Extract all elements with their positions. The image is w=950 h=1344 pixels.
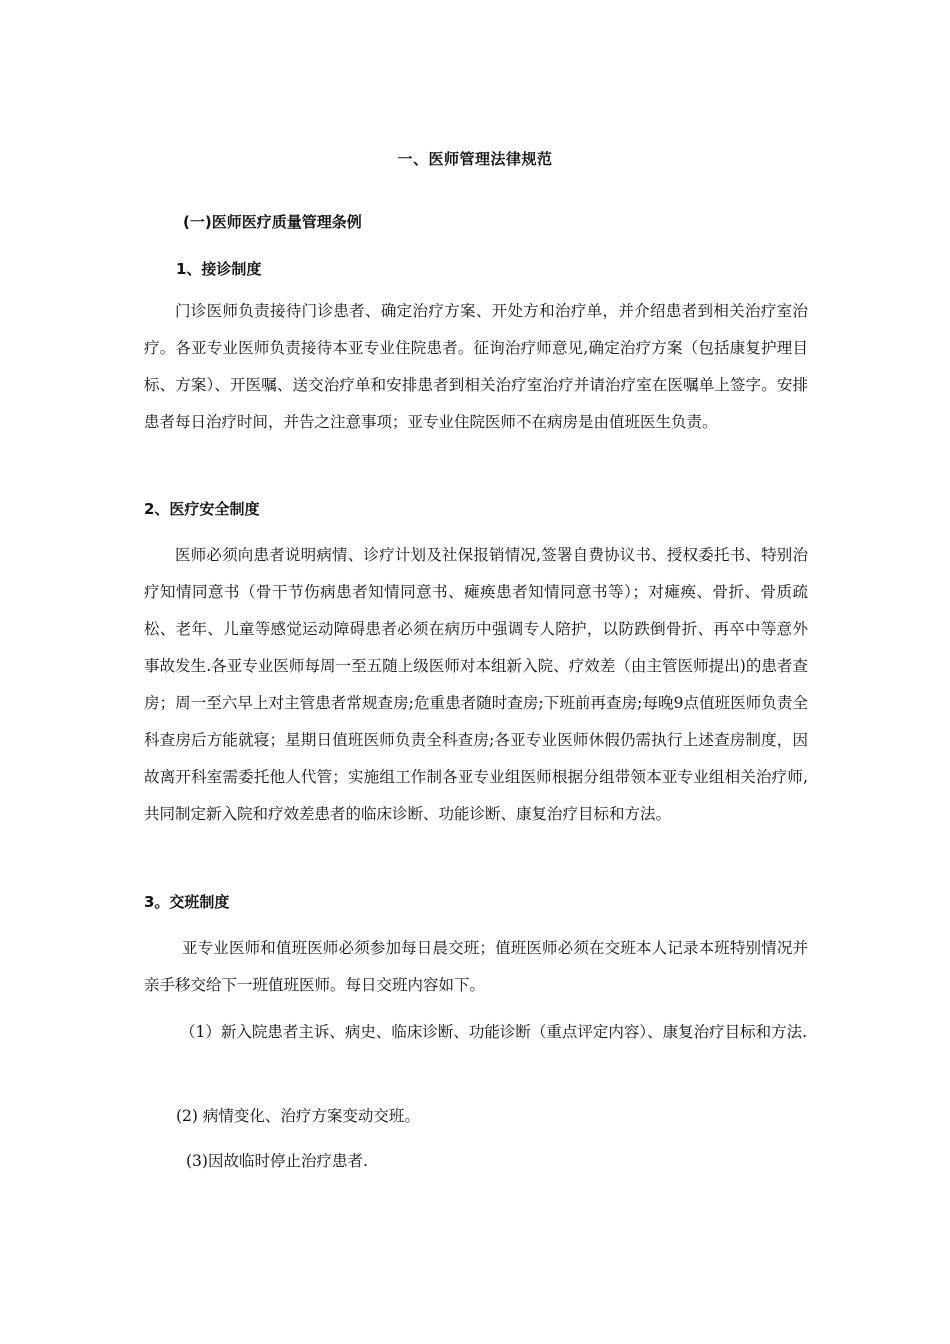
- list-item-2: (2) 病情变化、治疗方案变动交班。: [176, 1107, 420, 1125]
- section-heading-1: 1、接诊制度: [176, 260, 262, 278]
- list-item-3: (3)因故临时停止治疗患者.: [186, 1152, 368, 1170]
- section-subtitle: (一)医师医疗质量管理条例: [183, 213, 362, 231]
- list-item-1: （1）新入院患者主诉、病史、临床诊断、功能诊断（重点评定内容）、康复治疗目标和方法.: [180, 1023, 808, 1041]
- document-title: 一、医师管理法律规范: [397, 150, 553, 168]
- paragraph-2: 医师必须向患者说明病情、诊疗计划及社保报销情况,签署自费协议书、授权委托书、特别治疗知情同意书（骨干节伤病患者知情同意书、瘫痪患者知情同意书等）；对瘫痪、骨折、骨质疏松、老年、儿童等感觉运动障碍患者必须在病历中强调专人陪护，以防跌倒骨折、再卒中等意外事故发生.各亚专业医师每周一至五随上级医师对本组新入院、疗效差（由主管医师提出)的患者查房；周一至六早上对主管患者常规查房;危重患者随时查房;下班前再查房;每晚9点值班医师负责全科查房后方能就寝；星期日值班医师负责全科查房;各亚专业医师休假仍需执行上述查房制度，因故离开科室需委托他人代管；实施组工作制各亚专业组医师根据分组带领本亚专业组相关治疗师,共同制定新入院和疗效差患者的临床诊断、功能诊断、康复治疗目标和方法。: [144, 546, 808, 823]
- paragraph-3: 亚专业医师和值班医师必须参加每日晨交班；值班医师必须在交班本人记录本班特别情况并亲手移交给下一班值班医师。每日交班内容如下。: [144, 939, 808, 994]
- section-heading-3: 3。交班制度: [144, 893, 230, 911]
- paragraph-1: 门诊医师负责接待门诊患者、确定治疗方案、开处方和治疗单，并介绍患者到相关治疗室治疗。各亚专业医师负责接待本亚专业住院患者。征询治疗师意见,确定治疗方案（包括康复护理目标、方案）、开医嘱、送交治疗单和安排患者到相关治疗室治疗并请治疗室在医嘱单上签字。安排患者每日治疗时间，并告之注意事项；亚专业住院医师不在病房是由值班医生负责。: [144, 302, 808, 431]
- section-heading-2: 2、医疗安全制度: [144, 500, 260, 518]
